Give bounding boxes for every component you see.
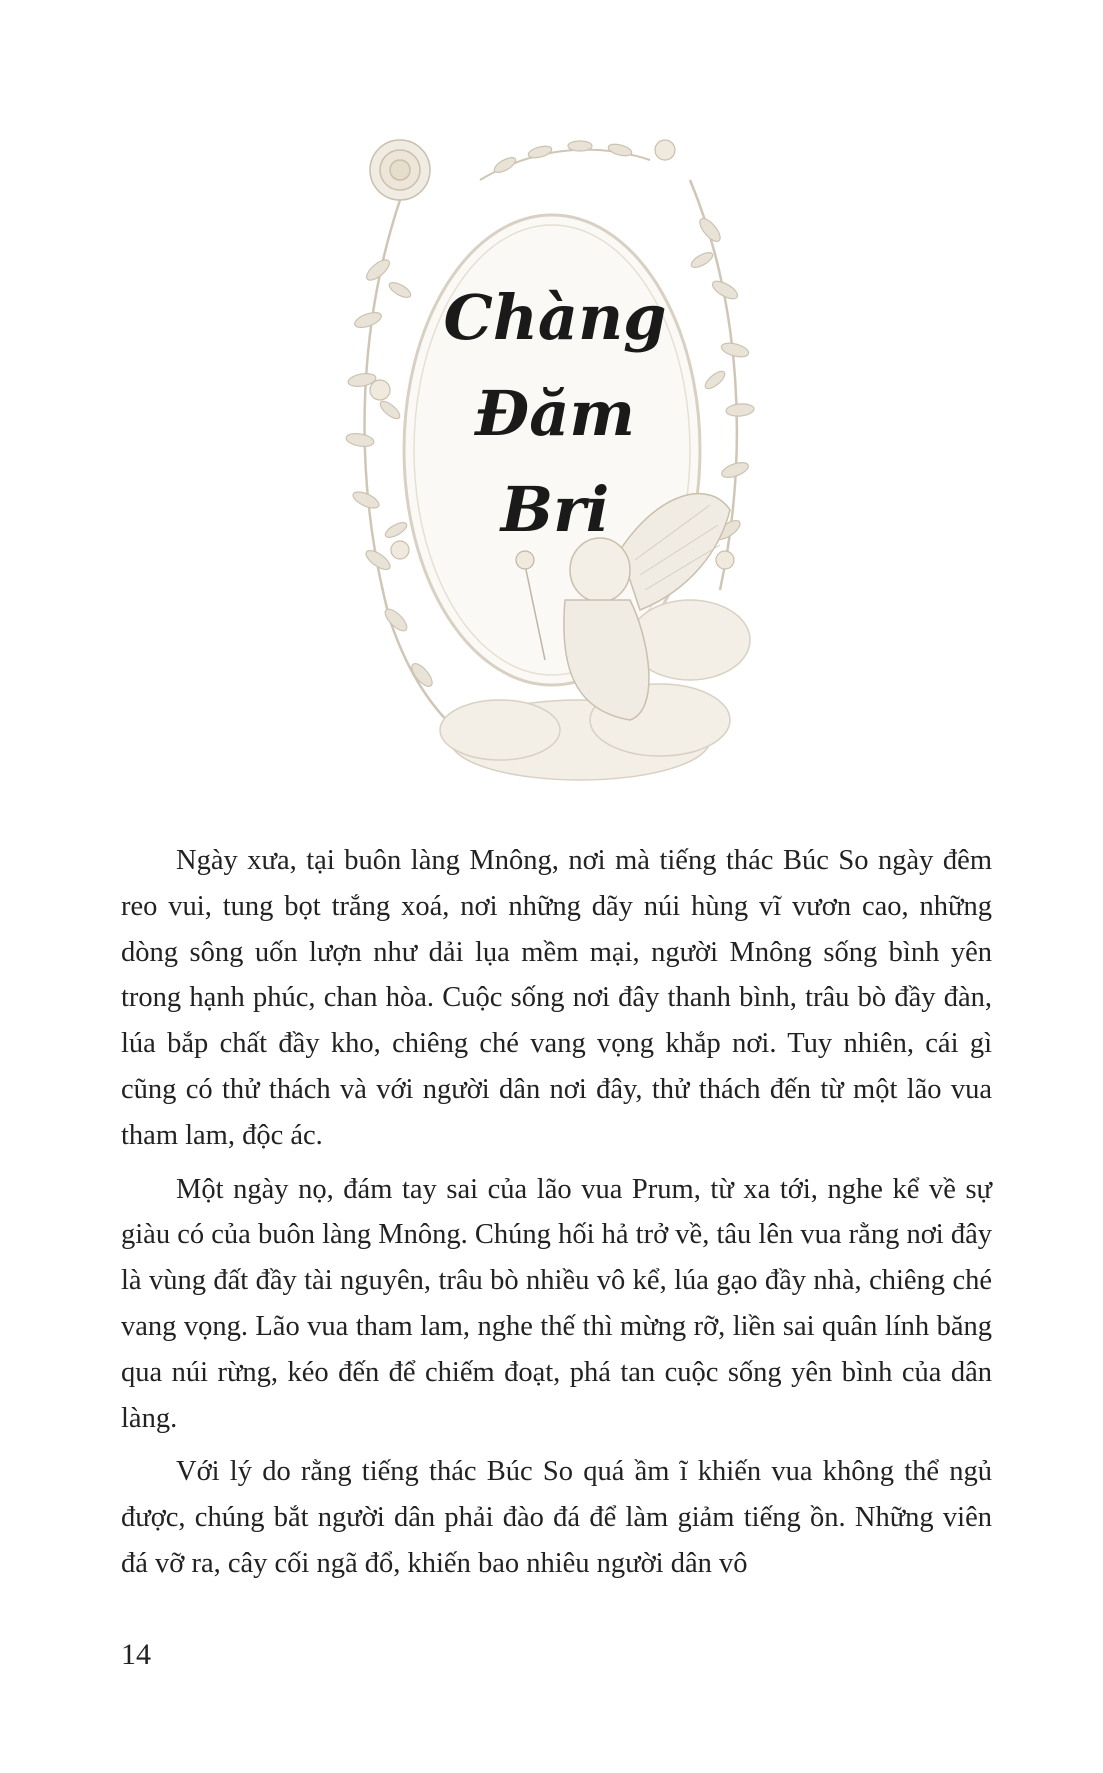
paragraph-1: Ngày xưa, tại buôn làng Mnông, nơi mà tiếng thác Búc So ngày đêm reo vui, tung bọt trắng xoá, nơi những dãy núi hùng vĩ vươn cao, những dòng sông uốn lượn như dải lụa mềm mại, người Mnông sống bình yên trong hạnh phúc, chan hòa. Cuộc sống nơi đây thanh bình, trâu bò đầy đàn, lúa bắp chất đầy kho, chiêng ché vang vọng khắp nơi. Tuy nhiên, cái gì cũng có thử thách và với người dân nơi đây, thử thách đến từ một lão vua tham lam, độc ác. xyxy=(121,845,992,1151)
paragraph-3: Với lý do rằng tiếng thác Búc So quá ầm ĩ khiến vua không thể ngủ được, chúng bắt người dân phải đào đá để làm giảm tiếng ồn. Những viên đá vỡ ra, cây cối ngã đổ, khiến bao nhiêu người dân vô xyxy=(121,1456,992,1579)
page-number: 14 xyxy=(121,1638,151,1671)
chapter-title-line-3: Bri xyxy=(500,473,610,546)
chapter-title-line-2: Đăm xyxy=(475,377,635,450)
story-body xyxy=(121,838,992,1595)
paragraph-2: Một ngày nọ, đám tay sai của lão vua Prum, từ xa tới, nghe kể về sự giàu có của buôn làng Mnông. Chúng hối hả trở về, tâu lên vua rằng nơi đây là vùng đất đầy tài nguyên, trâu bò nhiều vô kể, lúa gạo đầy nhà, chiêng ché vang vọng. Lão vua tham lam, nghe thế thì mừng rỡ, liền sai quân lính băng qua núi rừng, kéo đến để chiếm đoạt, phá tan cuộc sống yên bình của dân làng. xyxy=(121,1173,992,1434)
chapter-title-line-1: Chàng xyxy=(443,281,667,354)
chapter-title xyxy=(330,270,780,558)
